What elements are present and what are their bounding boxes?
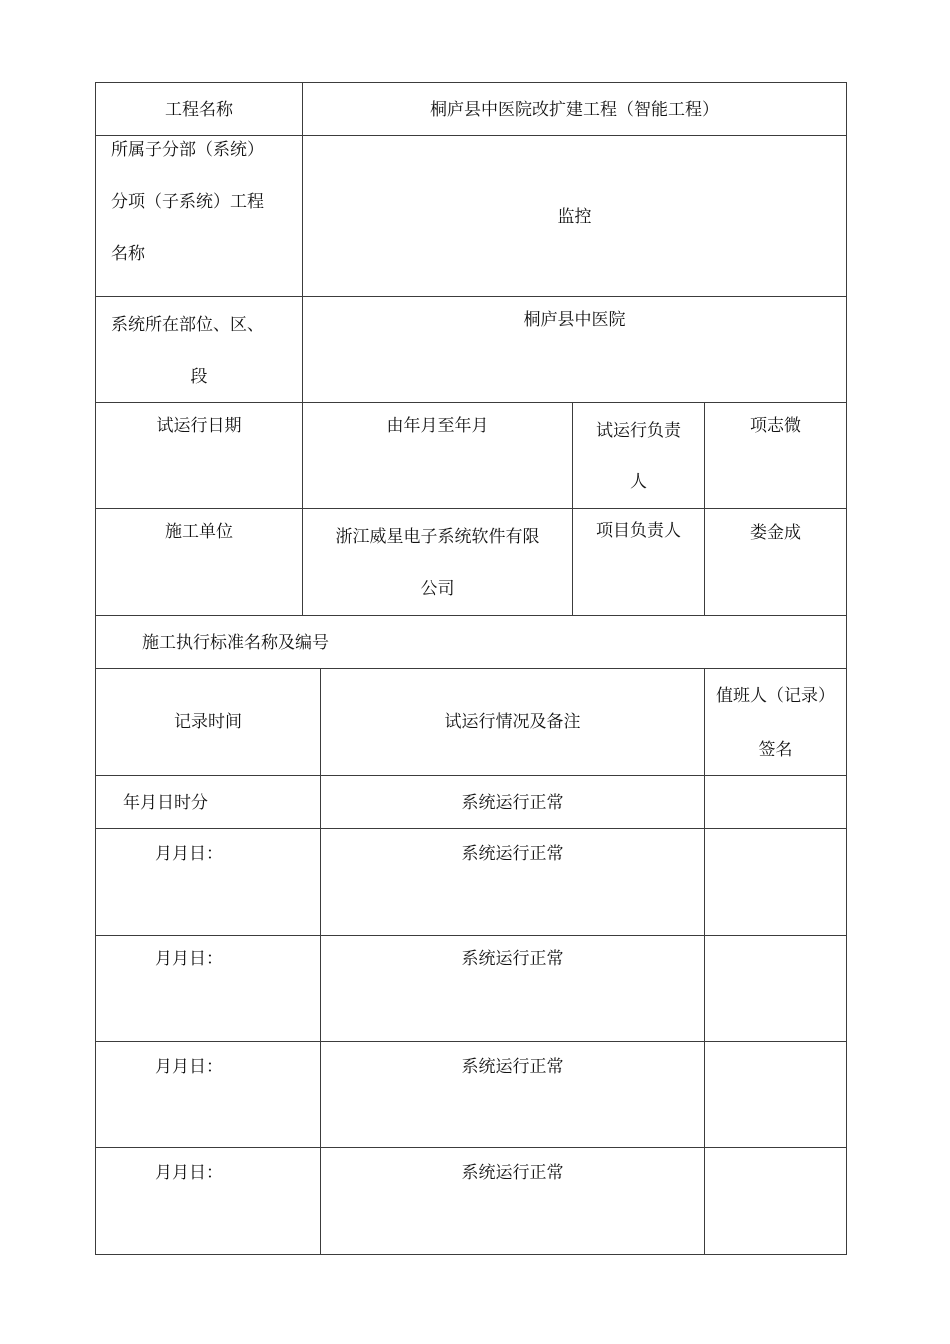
log-row-status: 系统运行正常	[461, 1057, 564, 1077]
log-row-time: 年月日时分	[123, 793, 208, 813]
location-label-line2: 段	[190, 367, 208, 387]
project-manager-value: 娄金成	[750, 523, 801, 543]
row-divider	[95, 508, 847, 509]
row-divider	[95, 135, 847, 136]
subsystem-value: 监控	[557, 207, 592, 227]
trial-date-value: 由年月至年月	[386, 416, 489, 436]
log-row-status: 系统运行正常	[461, 844, 564, 864]
row-divider	[95, 828, 847, 829]
row-divider	[95, 1041, 847, 1042]
construction-standard-label: 施工执行标准名称及编号	[142, 633, 329, 653]
trial-date-label: 试运行日期	[156, 416, 242, 436]
table-border-left	[95, 82, 96, 1255]
log-signer-header-line1: 值班人（记录）	[716, 686, 835, 706]
construction-unit-value-line1: 浙江威星电子系统软件有限	[335, 527, 540, 547]
log-row-status: 系统运行正常	[461, 949, 564, 969]
log-row-time: 月月日：	[155, 949, 223, 969]
row-divider	[95, 775, 847, 776]
log-row-time: 月月日：	[155, 1163, 223, 1183]
trial-manager-label-line2: 人	[630, 472, 647, 492]
location-value: 桐庐县中医院	[523, 310, 626, 330]
log-row-time: 月月日：	[155, 1057, 223, 1077]
row-divider	[95, 1147, 847, 1148]
subsystem-label-line2: 分项（子系统）工程	[111, 192, 264, 212]
project-name-label: 工程名称	[165, 100, 233, 120]
location-label-line1: 系统所在部位、区、	[111, 315, 264, 335]
project-name-value: 桐庐县中医院改扩建工程（智能工程）	[430, 100, 719, 120]
log-time-header: 记录时间	[174, 712, 242, 732]
construction-unit-label: 施工单位	[165, 522, 233, 542]
table-border-right	[846, 82, 847, 1255]
trial-manager-value: 项志微	[750, 416, 801, 436]
subsystem-label-line3: 名称	[111, 244, 145, 264]
log-row-status: 系统运行正常	[461, 793, 564, 813]
table-border-bottom	[95, 1254, 847, 1255]
log-signer-header-line2: 签名	[758, 740, 793, 760]
log-row-time: 月月日：	[155, 844, 223, 864]
row-divider	[95, 296, 847, 297]
row-divider	[95, 668, 847, 669]
row-divider	[95, 615, 847, 616]
table-border-top	[95, 82, 847, 83]
subsystem-label-line1: 所属子分部（系统）	[111, 140, 264, 160]
project-manager-label: 项目负责人	[596, 521, 681, 541]
construction-unit-value-line2: 公司	[420, 579, 455, 599]
trial-manager-label-line1: 试运行负责	[596, 421, 681, 441]
row-divider	[95, 935, 847, 936]
log-row-status: 系统运行正常	[461, 1163, 564, 1183]
row-divider	[95, 402, 847, 403]
log-status-header: 试运行情况及备注	[444, 712, 581, 732]
